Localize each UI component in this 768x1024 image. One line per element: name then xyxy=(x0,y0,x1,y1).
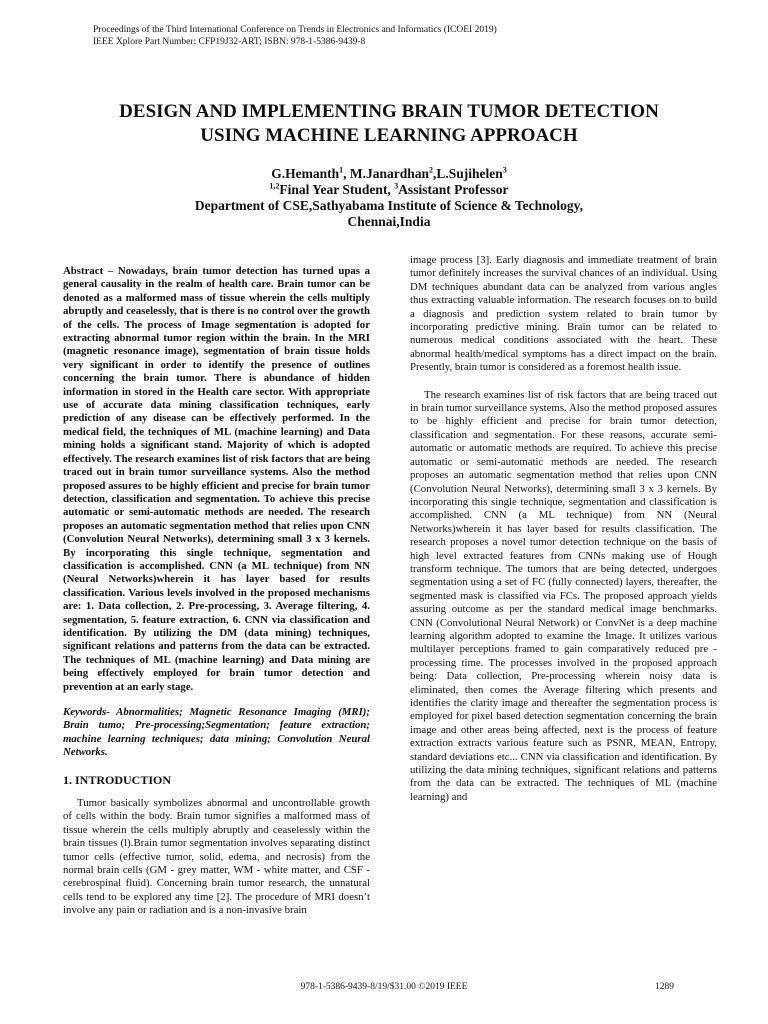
page-number: 1289 xyxy=(655,982,674,992)
author-roles xyxy=(40,182,738,198)
introduction-paragraph-1: Tumor basically symbolizes abnormal and uncontrollable growth of cells within the body. Brain tumor signifies a malformed mass of tissue wherein the cells multiply abruptly and ceaselessly within the brain tissues (l).Brain tumor segmentation involves separating distinct tumor cells (effective tumor, solid, edema, and necrosis) from the normal brain cells (GM - grey matter, WM - white matter, and CSF - cerebrospinal fluid). Concerning brain tumor research, the unnatural cells tend to be explored any time [2]. The procedure of MRI doesn’t involve any pain or radiation and is a non-invasive brain xyxy=(63,797,370,917)
conference-header xyxy=(93,24,497,48)
author-1: G.Hemanth xyxy=(271,166,340,181)
keywords: Keywords- Abnormalities; Magnetic Resonance Imaging (MRI); Brain tumo; Pre-processing;Segmentation; feature extraction; machine learning techniques; data mining; Convolution Neural Networks. xyxy=(63,706,370,759)
right-column xyxy=(410,254,717,804)
role-2: Assistant Professor xyxy=(398,182,509,197)
author-block xyxy=(40,166,738,230)
author-2: , M.Janardhan xyxy=(343,166,429,181)
introduction-heading: 1. INTRODUCTION xyxy=(63,772,172,787)
role-1: Final Year Student, xyxy=(279,182,395,197)
paper-title xyxy=(40,100,738,148)
title-line-1: DESIGN AND IMPLEMENTING BRAIN TUMOR DETECTION xyxy=(119,101,659,122)
author-2-sup: 2 xyxy=(429,165,433,175)
right-paragraph-2: The research examines list of risk factors that are being traced out in brain tumor surveillance systems. Also the method proposed assures to be highly efficient and precise for brain tumor detection, classification and segmentation. For these reasons, accurate semi-automatic or automatic methods are required. To achieve this precise automatic or semi-automatic methods are needed. The research proposes an automatic segmentation method that relies upon CNN (Convolution Neural Networks), determining small 3 x 3 kernels. By incorporating this single technique, segmentation and classification is accomplished. CNN (a ML technique) from NN (Neural Networks)wherein it has layer based for results classification. The research proposes a novel tumor detection technique on the basis of high level extracted features from CNNs making use of Hough transform technique. The tumors that are being detected, undergoes segmentation using a set of FC (fully connected) layers, thereafter, the segmented mask is classified via FCs. The proposed approach yields assuring outcome as per the standard medical image benchmarks. CNN (Convolutional Neural Network) or ConvNet is a deep machine learning algorithm adopted to examine the Image. It utilizes various multilayer perceptions framed to gain comparatively reduced pre -processing time. The processes involved in the proposed approach being: Data collection, Pre-processing wherein noisy data is eliminated, then comes the Average filtering which presents and identifies the clarity image and thereafter the segmentation process is employed for pixel based detection segmentation concerning the brain image and other areas being affected, next is the process of feature extraction extracts various feature such as PSNR, MEAN, Entropy, standard deviations etc... CNN via classification and identification. By utilizing the data mining techniques, significant relations and patterns from the data can be extracted. The techniques of ML (machine learning) and xyxy=(410,388,717,803)
title-line-2: USING MACHINE LEARNING APPROACH xyxy=(200,125,578,146)
author-1-sup: 1 xyxy=(339,165,344,175)
role-1-sup: 1,2 xyxy=(269,181,280,191)
author-names xyxy=(40,166,738,182)
author-3: ,L.Sujihelen xyxy=(433,166,503,181)
footer-copyright: 978-1-5386-9439-8/19/$31.00 ©2019 IEEE xyxy=(300,982,468,992)
left-column xyxy=(63,265,370,918)
role-2-sup: 3 xyxy=(394,181,399,191)
affiliation-dept: Department of CSE,Sathyabama Institute of Science & Technology, xyxy=(194,198,584,213)
conference-name: Proceedings of the Third International Conference on Trends in Electronics and Informatics (ICOEI 2019) xyxy=(93,25,497,35)
affiliation-city: Chennai,India xyxy=(347,214,431,229)
ieee-part-number: IEEE Xplore Part Number: CFP19J32-ART; ISBN: 978-1-5386-9439-8 xyxy=(93,37,366,47)
abstract: Abstract – Nowadays, brain tumor detection has turned upas a general causality in the realm of health care. Brain tumor can be denoted as a malformed mass of tissue wherein the cells multiply abruptly and ceaselessly, that is there is no control over the growth of the cells. The process of Image segmentation is adopted for extracting abnormal tumor region within the brain. In the MRI (magnetic resonance image), segmentation of brain tissue holds very significant in order to identify the presence of outlines concerning the brain tumor. There is abundance of hidden information in stored in the Health care sector. With appropriate use of accurate data mining classification techniques, early prediction of any disease can be effectively performed. In the medical field, the techniques of ML (machine learning) and Data mining holds a significant stand. Majority of which is adopted effectively. The research examines list of risk factors that are being traced out in brain tumor surveillance systems. Also the method proposed assures to be highly efficient and precise for brain tumor detection, classification and segmentation. To achieve this precise automatic or semi-automatic methods are needed. The research proposes an automatic segmentation method that relies upon CNN (Convolution Neural Networks), determining small 3 x 3 kernels. By incorporating this single technique, segmentation and classification is accomplished. CNN (a ML technique) from NN (Neural Networks)wherein it has layer based for results classification. Various levels involved in the proposed mechanisms are: 1. Data collection, 2. Pre-processing, 3. Average filtering, 4. segmentation, 5. feature extraction, 6. CNN via classification and identification. By utilizing the DM (data mining) techniques, significant relations and patterns from the data can be extracted. The techniques of ML (machine learning) and Data mining are being effectively employed for brain tumor detection and prevention at an early stage. xyxy=(63,265,370,693)
author-3-sup: 3 xyxy=(502,165,507,175)
right-paragraph-1: image process [3]. Early diagnosis and immediate treatment of brain tumor definitely increases the survival chances of an individual. Using DM techniques abundant data can be analyzed from various angles thus extracting valuable information. The research focuses on to build a diagnosis and prediction system related to brain tumor by incorporating predictive mining. Brain tumor can be related to numerous medical conditions associated with the heart. These abnormal health/medical symptoms has a direct impact on the brain. Presently, brain tumor is considered as a foremost health issue. xyxy=(410,254,717,374)
